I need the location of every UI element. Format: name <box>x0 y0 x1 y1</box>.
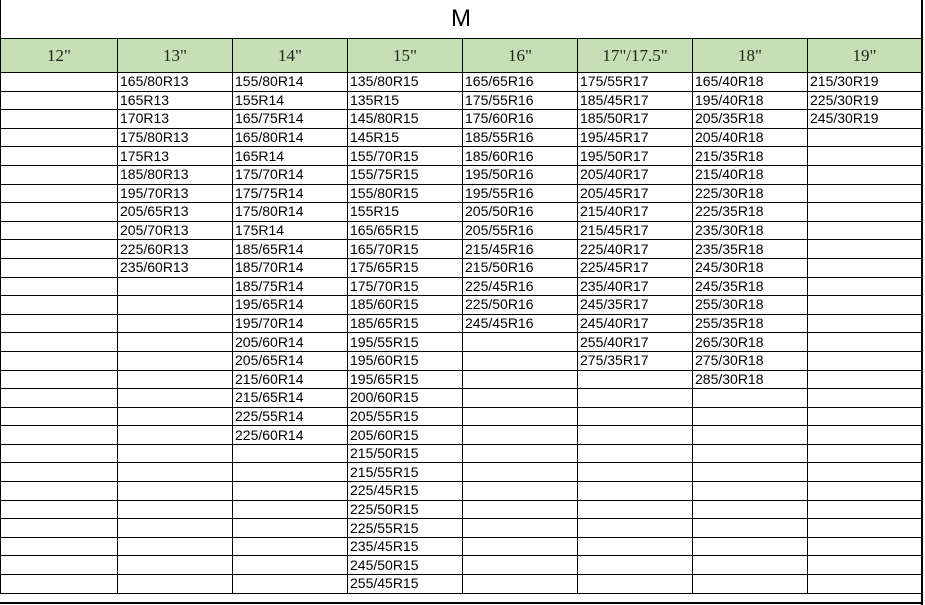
size-cell[interactable]: 155R14 <box>233 91 348 110</box>
size-cell[interactable] <box>1 314 118 333</box>
size-cell[interactable] <box>1 556 118 575</box>
size-cell[interactable]: 215/50R15 <box>348 444 463 463</box>
size-cell[interactable]: 175/60R16 <box>463 110 578 129</box>
table-row <box>1 407 922 426</box>
table-row <box>1 500 922 519</box>
size-cell[interactable]: 215/40R17 <box>578 203 693 222</box>
size-cell[interactable]: 205/50R16 <box>463 203 578 222</box>
size-cell[interactable]: 165/70R15 <box>348 240 463 259</box>
size-cell[interactable] <box>1 221 118 240</box>
size-cell[interactable]: 215/30R19 <box>808 73 922 92</box>
size-cell[interactable]: 205/55R15 <box>348 407 463 426</box>
size-header-row <box>1 39 922 73</box>
size-cell[interactable]: 205/70R13 <box>118 221 233 240</box>
size-cell[interactable] <box>578 519 693 538</box>
table-row <box>1 128 922 147</box>
size-cell[interactable]: 235/35R18 <box>693 240 808 259</box>
size-cell[interactable] <box>693 426 808 445</box>
column-header-2[interactable]: 14" <box>233 39 348 73</box>
size-cell[interactable] <box>463 444 578 463</box>
size-cell[interactable]: 215/55R15 <box>348 463 463 482</box>
size-cell[interactable]: 205/40R17 <box>578 165 693 184</box>
size-cell[interactable] <box>808 277 922 296</box>
size-cell[interactable]: 205/40R18 <box>693 128 808 147</box>
size-cell[interactable]: 225/55R15 <box>348 519 463 538</box>
size-cell[interactable]: 245/45R16 <box>463 314 578 333</box>
size-cell[interactable] <box>463 482 578 501</box>
size-cell[interactable]: 175/80R14 <box>233 203 348 222</box>
size-cell[interactable] <box>808 575 922 594</box>
right-border-line <box>921 0 923 605</box>
size-cell[interactable]: 225/45R15 <box>348 482 463 501</box>
size-cell[interactable]: 245/35R18 <box>693 277 808 296</box>
size-cell[interactable]: 195/50R16 <box>463 165 578 184</box>
size-cell[interactable] <box>1 463 118 482</box>
size-cell[interactable] <box>463 426 578 445</box>
size-cell[interactable]: 245/50R15 <box>348 556 463 575</box>
size-cell[interactable]: 175R14 <box>233 221 348 240</box>
size-cell[interactable] <box>578 370 693 389</box>
size-cell[interactable] <box>118 575 233 594</box>
size-cell[interactable] <box>118 463 233 482</box>
size-cell[interactable] <box>578 426 693 445</box>
column-header-5[interactable]: 17"/17.5" <box>578 39 693 73</box>
size-cell[interactable] <box>578 556 693 575</box>
size-cell[interactable] <box>578 389 693 408</box>
size-cell[interactable]: 175R13 <box>118 147 233 166</box>
size-cell[interactable] <box>233 519 348 538</box>
size-cell[interactable] <box>1 351 118 370</box>
size-cell[interactable] <box>578 575 693 594</box>
size-cell[interactable] <box>808 296 922 315</box>
size-cell[interactable]: 195/45R17 <box>578 128 693 147</box>
size-cell[interactable]: 195/55R16 <box>463 184 578 203</box>
size-cell[interactable] <box>463 333 578 352</box>
size-cell[interactable] <box>808 444 922 463</box>
size-cell[interactable] <box>1 296 118 315</box>
size-cell[interactable]: 170R13 <box>118 110 233 129</box>
size-cell[interactable]: 235/30R18 <box>693 221 808 240</box>
size-cell[interactable] <box>233 463 348 482</box>
table-row <box>1 184 922 203</box>
size-cell[interactable]: 215/45R16 <box>463 240 578 259</box>
size-cell[interactable] <box>693 482 808 501</box>
size-cell[interactable] <box>1 426 118 445</box>
size-cell[interactable] <box>578 463 693 482</box>
size-cell[interactable] <box>693 556 808 575</box>
table-row <box>1 240 922 259</box>
table-row <box>1 389 922 408</box>
size-cell[interactable] <box>808 221 922 240</box>
size-cell[interactable] <box>808 314 922 333</box>
size-cell[interactable] <box>1 147 118 166</box>
size-cell[interactable]: 175/70R14 <box>233 165 348 184</box>
size-cell[interactable]: 225/30R18 <box>693 184 808 203</box>
size-cell[interactable] <box>463 556 578 575</box>
size-cell[interactable] <box>1 110 118 129</box>
size-cell[interactable] <box>1 240 118 259</box>
size-cell[interactable] <box>693 389 808 408</box>
size-cell[interactable]: 225/50R16 <box>463 296 578 315</box>
size-cell[interactable]: 225/40R17 <box>578 240 693 259</box>
size-cell[interactable] <box>233 575 348 594</box>
size-cell[interactable] <box>1 165 118 184</box>
size-cell[interactable]: 185/60R16 <box>463 147 578 166</box>
size-cell[interactable]: 225/50R15 <box>348 500 463 519</box>
size-cell[interactable] <box>808 370 922 389</box>
size-cell[interactable] <box>233 482 348 501</box>
size-cell[interactable] <box>1 258 118 277</box>
size-cell[interactable]: 205/65R14 <box>233 351 348 370</box>
size-cell[interactable] <box>1 537 118 556</box>
size-cell[interactable]: 145R15 <box>348 128 463 147</box>
size-cell[interactable] <box>118 314 233 333</box>
size-cell[interactable] <box>693 537 808 556</box>
size-cell[interactable]: 175/55R17 <box>578 73 693 92</box>
table-row <box>1 110 922 129</box>
size-cell[interactable] <box>808 351 922 370</box>
column-header-3[interactable]: 15" <box>348 39 463 73</box>
size-cell[interactable]: 275/30R18 <box>693 351 808 370</box>
size-cell[interactable] <box>118 407 233 426</box>
size-cell[interactable]: 275/35R17 <box>578 351 693 370</box>
column-header-4[interactable]: 16" <box>463 39 578 73</box>
size-cell[interactable] <box>118 351 233 370</box>
size-cell[interactable] <box>118 333 233 352</box>
size-cell[interactable] <box>808 333 922 352</box>
size-cell[interactable] <box>1 333 118 352</box>
size-cell[interactable]: 255/35R18 <box>693 314 808 333</box>
size-cell[interactable] <box>693 519 808 538</box>
size-cell[interactable] <box>463 537 578 556</box>
size-cell[interactable] <box>808 537 922 556</box>
table-row <box>1 296 922 315</box>
size-cell[interactable]: 155/80R15 <box>348 184 463 203</box>
table-row <box>1 444 922 463</box>
size-cell[interactable]: 185/65R15 <box>348 314 463 333</box>
size-cell[interactable] <box>808 258 922 277</box>
size-cell[interactable] <box>808 165 922 184</box>
size-cell[interactable]: 235/45R15 <box>348 537 463 556</box>
table-row <box>1 537 922 556</box>
size-cell[interactable]: 195/40R18 <box>693 91 808 110</box>
size-cell[interactable]: 185/70R14 <box>233 258 348 277</box>
size-cell[interactable]: 155/80R14 <box>233 73 348 92</box>
size-cell[interactable] <box>463 463 578 482</box>
size-cell[interactable]: 225/45R17 <box>578 258 693 277</box>
size-cell[interactable]: 175/70R15 <box>348 277 463 296</box>
size-cell[interactable]: 185/80R13 <box>118 165 233 184</box>
size-cell[interactable] <box>808 556 922 575</box>
size-cell[interactable] <box>118 277 233 296</box>
size-cell[interactable]: 165R14 <box>233 147 348 166</box>
size-cell[interactable]: 205/65R13 <box>118 203 233 222</box>
size-cell[interactable] <box>1 184 118 203</box>
size-cell[interactable]: 215/45R17 <box>578 221 693 240</box>
size-cell[interactable] <box>1 203 118 222</box>
size-cell[interactable]: 245/30R19 <box>808 110 922 129</box>
size-cell[interactable]: 225/60R14 <box>233 426 348 445</box>
size-cell[interactable]: 225/60R13 <box>118 240 233 259</box>
size-cell[interactable]: 265/30R18 <box>693 333 808 352</box>
size-cell[interactable] <box>118 482 233 501</box>
size-cell[interactable]: 165/40R18 <box>693 73 808 92</box>
size-cell[interactable] <box>1 277 118 296</box>
size-cell[interactable]: 135R15 <box>348 91 463 110</box>
size-cell[interactable] <box>808 240 922 259</box>
size-cell[interactable] <box>1 444 118 463</box>
table-row <box>1 258 922 277</box>
size-cell[interactable] <box>693 575 808 594</box>
size-cell[interactable] <box>118 426 233 445</box>
table-row <box>1 519 922 538</box>
size-cell[interactable] <box>233 500 348 519</box>
size-cell[interactable]: 215/60R14 <box>233 370 348 389</box>
table-row <box>1 575 922 594</box>
size-cell[interactable] <box>1 389 118 408</box>
bottom-border-line <box>0 602 921 604</box>
table-row <box>1 351 922 370</box>
table-row <box>1 73 922 92</box>
table-row <box>1 463 922 482</box>
size-cell[interactable] <box>808 203 922 222</box>
size-cell[interactable] <box>118 444 233 463</box>
size-cell[interactable]: 285/30R18 <box>693 370 808 389</box>
size-cell[interactable] <box>233 537 348 556</box>
size-cell[interactable]: 215/40R18 <box>693 165 808 184</box>
size-cell[interactable]: 175/80R13 <box>118 128 233 147</box>
size-cell[interactable]: 200/60R15 <box>348 389 463 408</box>
size-cell[interactable]: 215/50R16 <box>463 258 578 277</box>
size-cell[interactable]: 245/35R17 <box>578 296 693 315</box>
size-cell[interactable]: 175/75R14 <box>233 184 348 203</box>
table-row <box>1 314 922 333</box>
size-cell[interactable]: 195/70R13 <box>118 184 233 203</box>
size-cell[interactable] <box>118 519 233 538</box>
size-cell[interactable]: 175/65R15 <box>348 258 463 277</box>
size-cell[interactable] <box>463 407 578 426</box>
size-cell[interactable] <box>693 500 808 519</box>
size-cell[interactable]: 195/70R14 <box>233 314 348 333</box>
size-cell[interactable] <box>578 482 693 501</box>
size-cell[interactable]: 155/75R15 <box>348 165 463 184</box>
table-row <box>1 426 922 445</box>
table-row <box>1 91 922 110</box>
size-cell[interactable]: 185/45R17 <box>578 91 693 110</box>
size-cell[interactable]: 205/45R17 <box>578 184 693 203</box>
size-cell[interactable] <box>808 519 922 538</box>
size-cell[interactable]: 165/65R15 <box>348 221 463 240</box>
size-cell[interactable] <box>1 575 118 594</box>
size-cell[interactable] <box>808 389 922 408</box>
size-cell[interactable] <box>463 500 578 519</box>
size-cell[interactable]: 155/70R15 <box>348 147 463 166</box>
size-cell[interactable] <box>808 500 922 519</box>
size-cell[interactable] <box>1 91 118 110</box>
size-cell[interactable]: 235/60R13 <box>118 258 233 277</box>
size-cell[interactable]: 255/40R17 <box>578 333 693 352</box>
table-row <box>1 165 922 184</box>
table-row <box>1 333 922 352</box>
table-row <box>1 277 922 296</box>
size-cell[interactable] <box>1 128 118 147</box>
size-cell[interactable]: 205/55R16 <box>463 221 578 240</box>
column-header-0[interactable]: 12" <box>1 39 118 73</box>
size-cell[interactable] <box>808 463 922 482</box>
column-header-1[interactable]: 13" <box>118 39 233 73</box>
size-cell[interactable]: 155R15 <box>348 203 463 222</box>
size-cell[interactable]: 165/80R14 <box>233 128 348 147</box>
size-cell[interactable]: 225/45R16 <box>463 277 578 296</box>
size-cell[interactable] <box>118 389 233 408</box>
size-cell[interactable]: 185/75R14 <box>233 277 348 296</box>
size-cell[interactable]: 205/35R18 <box>693 110 808 129</box>
table-row <box>1 370 922 389</box>
size-cell[interactable]: 195/65R15 <box>348 370 463 389</box>
table-row <box>1 147 922 166</box>
size-cell[interactable]: 175/55R16 <box>463 91 578 110</box>
size-cell[interactable] <box>1 500 118 519</box>
size-cell[interactable]: 235/40R17 <box>578 277 693 296</box>
size-cell[interactable]: 165/75R14 <box>233 110 348 129</box>
size-cell[interactable]: 165R13 <box>118 91 233 110</box>
size-cell[interactable] <box>578 500 693 519</box>
size-cell[interactable]: 205/60R14 <box>233 333 348 352</box>
size-cell[interactable] <box>463 351 578 370</box>
size-cell[interactable] <box>693 407 808 426</box>
size-cell[interactable] <box>463 370 578 389</box>
size-table-body <box>1 73 922 594</box>
size-cell[interactable] <box>808 128 922 147</box>
size-cell[interactable]: 245/40R17 <box>578 314 693 333</box>
size-cell[interactable] <box>463 519 578 538</box>
size-cell[interactable] <box>118 370 233 389</box>
size-cell[interactable]: 205/60R15 <box>348 426 463 445</box>
table-row <box>1 556 922 575</box>
size-cell[interactable]: 225/55R14 <box>233 407 348 426</box>
size-cell[interactable]: 195/50R17 <box>578 147 693 166</box>
column-header-7[interactable]: 19" <box>808 39 922 73</box>
size-cell[interactable]: 185/65R14 <box>233 240 348 259</box>
column-header-6[interactable]: 18" <box>693 39 808 73</box>
size-cell[interactable] <box>233 444 348 463</box>
table-row <box>1 203 922 222</box>
size-cell[interactable] <box>1 73 118 92</box>
size-cell[interactable]: 145/80R15 <box>348 110 463 129</box>
size-cell[interactable] <box>118 556 233 575</box>
size-cell[interactable] <box>578 407 693 426</box>
table-row <box>1 482 922 501</box>
sheet-title: M <box>1 0 922 39</box>
size-cell[interactable]: 185/60R15 <box>348 296 463 315</box>
size-cell[interactable] <box>693 444 808 463</box>
size-cell[interactable]: 225/30R19 <box>808 91 922 110</box>
size-cell[interactable]: 215/35R18 <box>693 147 808 166</box>
size-cell[interactable]: 195/55R15 <box>348 333 463 352</box>
size-cell[interactable] <box>808 184 922 203</box>
size-cell[interactable]: 195/65R14 <box>233 296 348 315</box>
size-cell[interactable] <box>693 463 808 482</box>
size-cell[interactable] <box>463 575 578 594</box>
size-cell[interactable]: 165/80R13 <box>118 73 233 92</box>
size-cell[interactable] <box>1 482 118 501</box>
size-cell[interactable] <box>118 296 233 315</box>
size-cell[interactable] <box>118 500 233 519</box>
size-cell[interactable]: 135/80R15 <box>348 73 463 92</box>
size-cell[interactable]: 215/65R14 <box>233 389 348 408</box>
size-cell[interactable] <box>463 389 578 408</box>
size-cell[interactable] <box>808 407 922 426</box>
size-cell[interactable]: 255/30R18 <box>693 296 808 315</box>
size-cell[interactable] <box>808 147 922 166</box>
size-cell[interactable]: 225/35R18 <box>693 203 808 222</box>
size-cell[interactable] <box>578 537 693 556</box>
size-cell[interactable]: 165/65R16 <box>463 73 578 92</box>
size-cell[interactable]: 255/45R15 <box>348 575 463 594</box>
size-cell[interactable]: 185/50R17 <box>578 110 693 129</box>
size-cell[interactable] <box>118 537 233 556</box>
size-cell[interactable] <box>808 482 922 501</box>
size-cell[interactable]: 185/55R16 <box>463 128 578 147</box>
table-row <box>1 221 922 240</box>
size-cell[interactable] <box>1 519 118 538</box>
size-cell[interactable]: 245/30R18 <box>693 258 808 277</box>
size-cell[interactable] <box>808 426 922 445</box>
size-cell[interactable]: 195/60R15 <box>348 351 463 370</box>
size-cell[interactable] <box>578 444 693 463</box>
size-cell[interactable] <box>1 370 118 389</box>
size-cell[interactable] <box>1 407 118 426</box>
size-cell[interactable] <box>233 556 348 575</box>
